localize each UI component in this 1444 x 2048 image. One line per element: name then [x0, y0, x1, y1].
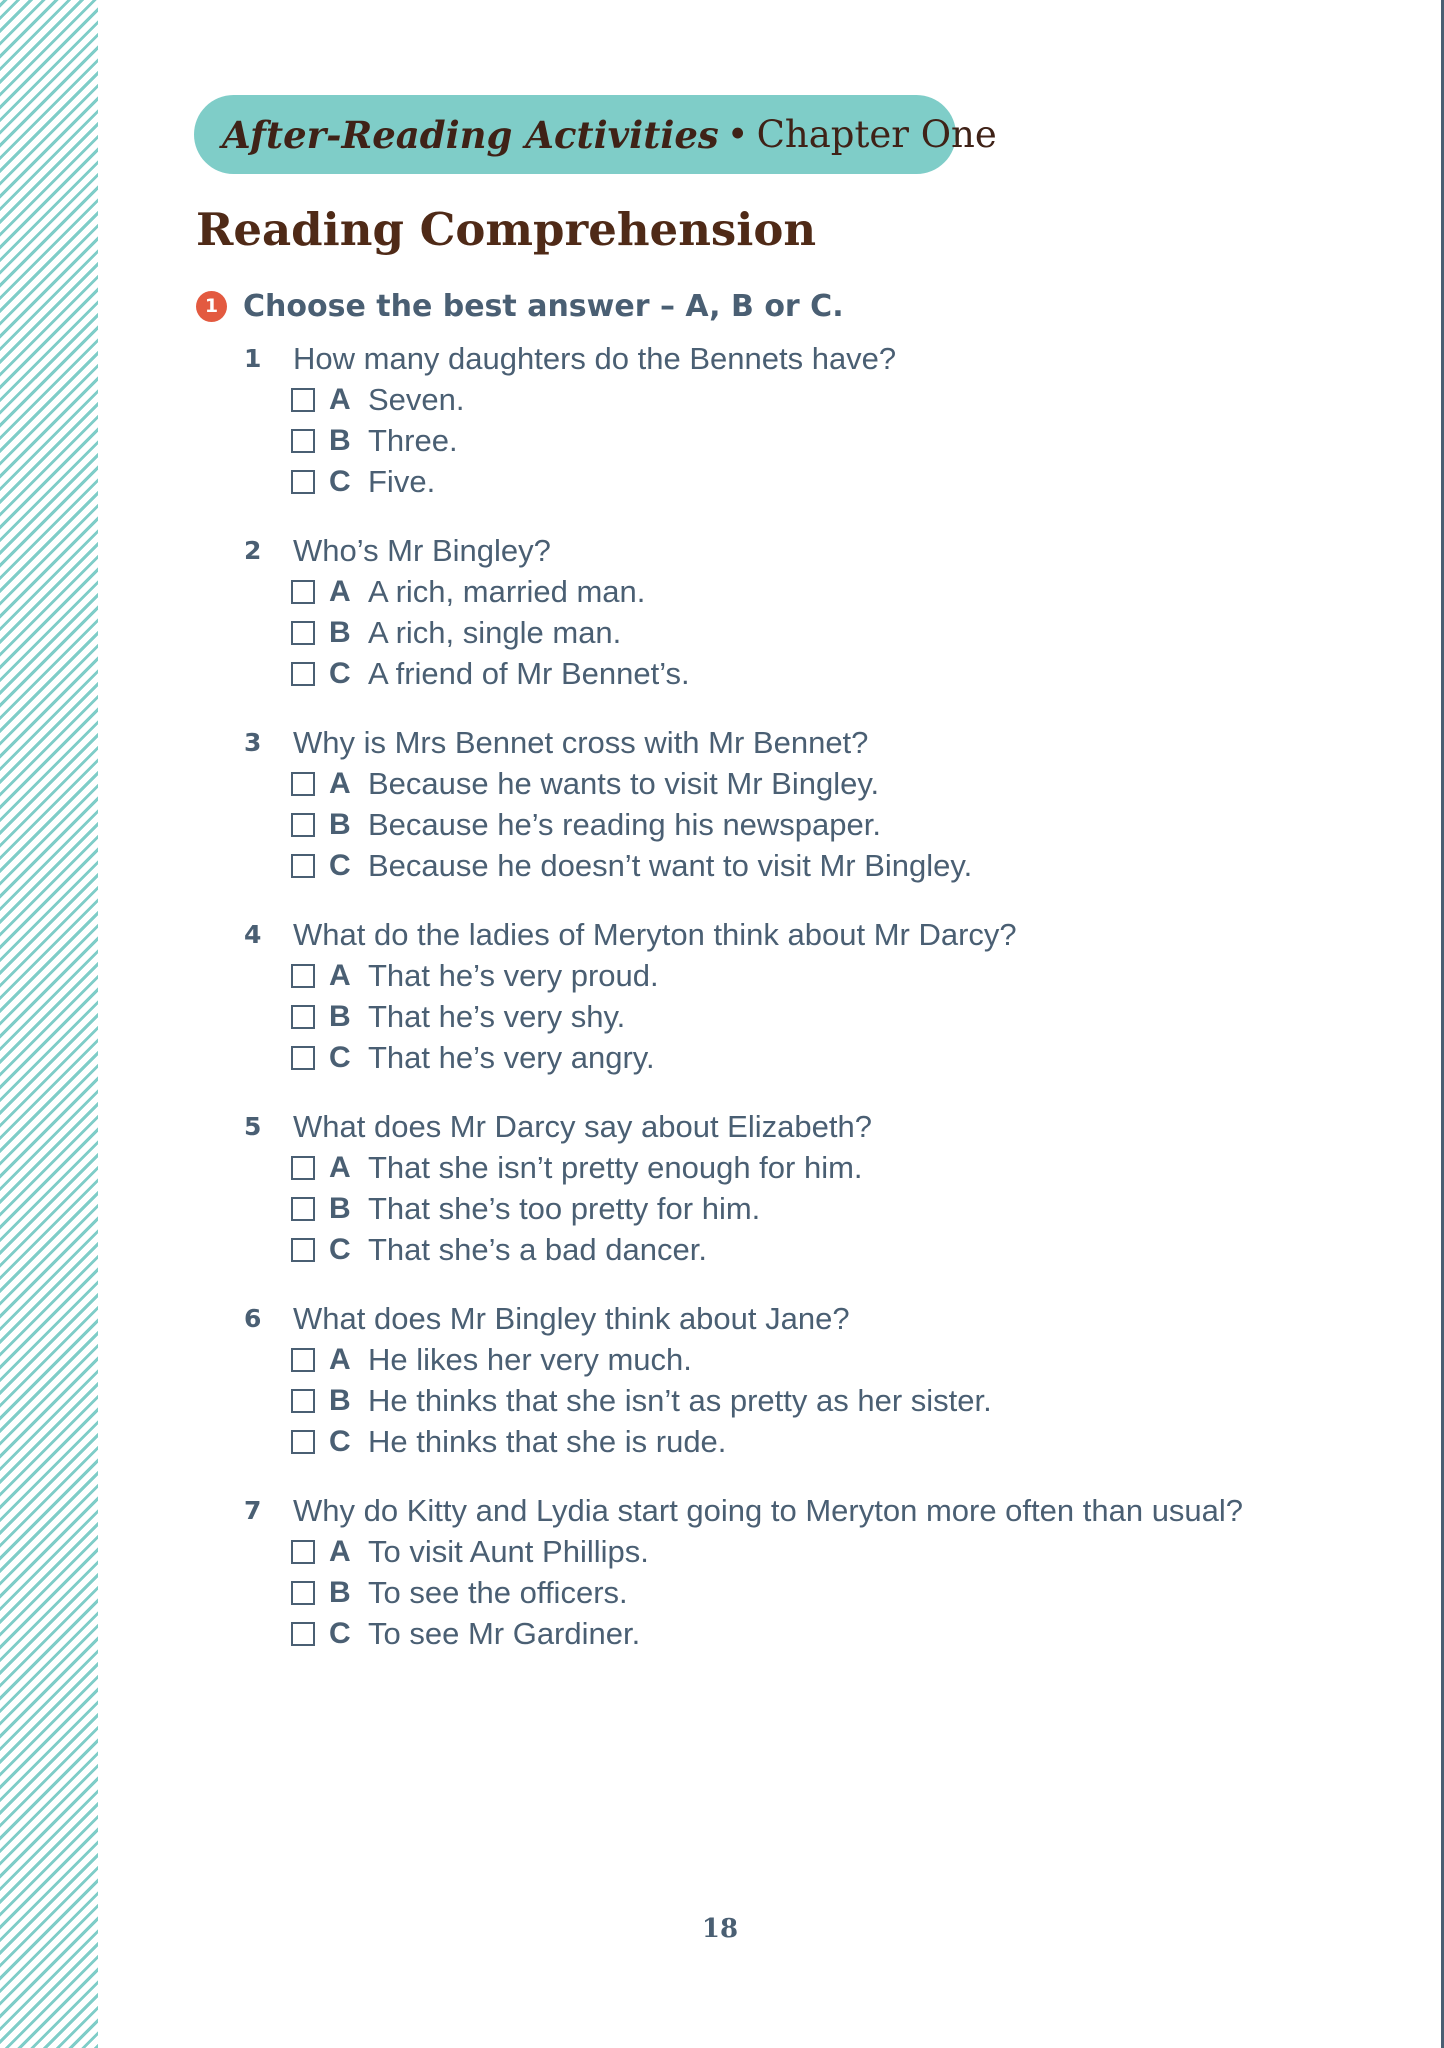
- answer-option[interactable]: [291, 997, 1291, 1037]
- checkbox[interactable]: [291, 1540, 315, 1564]
- option-letter: A: [329, 1535, 351, 1568]
- section-title: After-Reading Activities: [222, 112, 719, 157]
- question-text: How many daughters do the Bennets have?: [293, 341, 897, 376]
- answer-option[interactable]: [291, 1230, 1291, 1270]
- exercise-number-badge: 1: [196, 291, 227, 322]
- option-text: That she’s a bad dancer.: [368, 1232, 707, 1267]
- answer-option[interactable]: [291, 1532, 1291, 1572]
- checkbox[interactable]: [291, 964, 315, 988]
- option-text: He thinks that she isn’t as pretty as her sister.: [368, 1383, 992, 1418]
- exercise-instruction: [196, 286, 844, 326]
- answer-option[interactable]: [291, 572, 1291, 612]
- option-text: A rich, married man.: [368, 574, 646, 609]
- option-letter: C: [329, 1617, 351, 1650]
- option-text: That he’s very angry.: [368, 1040, 655, 1075]
- option-letter: A: [329, 1151, 351, 1184]
- option-text: To see Mr Gardiner.: [368, 1616, 641, 1651]
- option-letter: A: [329, 959, 351, 992]
- checkbox[interactable]: [291, 1238, 315, 1262]
- checkbox[interactable]: [291, 580, 315, 604]
- answer-option[interactable]: [291, 805, 1291, 845]
- page-title: Reading Comprehension: [196, 203, 817, 256]
- option-text: Because he wants to visit Mr Bingley.: [368, 766, 880, 801]
- answer-option[interactable]: [291, 380, 1291, 420]
- checkbox[interactable]: [291, 1622, 315, 1646]
- checkbox[interactable]: [291, 388, 315, 412]
- question-text: What does Mr Bingley think about Jane?: [293, 1301, 850, 1336]
- option-letter: C: [329, 657, 351, 690]
- option-text: That he’s very proud.: [368, 958, 659, 993]
- answer-option[interactable]: [291, 421, 1291, 461]
- option-letter: C: [329, 465, 351, 498]
- answer-option[interactable]: [291, 462, 1291, 502]
- answer-option[interactable]: [291, 1340, 1291, 1380]
- question-text: What does Mr Darcy say about Elizabeth?: [293, 1109, 872, 1144]
- question-number: 2: [244, 536, 262, 565]
- answer-option[interactable]: [291, 1148, 1291, 1188]
- option-text: To see the officers.: [368, 1575, 628, 1610]
- answer-option[interactable]: [291, 1614, 1291, 1654]
- option-letter: B: [329, 1576, 351, 1609]
- option-text: That he’s very shy.: [368, 999, 626, 1034]
- option-text: That she isn’t pretty enough for him.: [368, 1150, 863, 1185]
- banner-separator: •: [726, 113, 749, 156]
- option-letter: C: [329, 1425, 351, 1458]
- checkbox[interactable]: [291, 1348, 315, 1372]
- option-letter: A: [329, 383, 351, 416]
- option-letter: B: [329, 424, 351, 457]
- option-letter: A: [329, 575, 351, 608]
- option-text: Because he doesn’t want to visit Mr Bingley.: [368, 848, 973, 883]
- answer-option[interactable]: [291, 654, 1291, 694]
- option-letter: B: [329, 616, 351, 649]
- question-text: What do the ladies of Meryton think about Mr Darcy?: [293, 917, 1017, 952]
- answer-option[interactable]: [291, 1189, 1291, 1229]
- option-text: A rich, single man.: [368, 615, 622, 650]
- checkbox[interactable]: [291, 470, 315, 494]
- option-text: That she’s too pretty for him.: [368, 1191, 761, 1226]
- checkbox[interactable]: [291, 1430, 315, 1454]
- checkbox[interactable]: [291, 621, 315, 645]
- decorative-stripe-border: [0, 0, 98, 2048]
- checkbox[interactable]: [291, 1389, 315, 1413]
- option-text: Because he’s reading his newspaper.: [368, 807, 881, 842]
- answer-option[interactable]: [291, 1381, 1291, 1421]
- option-letter: B: [329, 1384, 351, 1417]
- option-letter: B: [329, 808, 351, 841]
- question-text: Who’s Mr Bingley?: [293, 533, 551, 568]
- chapter-banner: [194, 95, 997, 174]
- page-number: 18: [701, 1914, 739, 1944]
- option-letter: A: [329, 1343, 351, 1376]
- question-text: Why do Kitty and Lydia start going to Meryton more often than usual?: [293, 1493, 1244, 1528]
- option-text: Five.: [368, 464, 436, 499]
- checkbox[interactable]: [291, 813, 315, 837]
- checkbox[interactable]: [291, 1156, 315, 1180]
- checkbox[interactable]: [291, 429, 315, 453]
- checkbox[interactable]: [291, 854, 315, 878]
- instruction-text: Choose the best answer – A, B or C.: [243, 288, 844, 324]
- checkbox[interactable]: [291, 1046, 315, 1070]
- option-text: A friend of Mr Bennet’s.: [368, 656, 690, 691]
- option-text: He thinks that she is rude.: [368, 1424, 727, 1459]
- answer-option[interactable]: [291, 1038, 1291, 1078]
- option-letter: A: [329, 767, 351, 800]
- checkbox[interactable]: [291, 662, 315, 686]
- answer-option[interactable]: [291, 613, 1291, 653]
- option-letter: B: [329, 1192, 351, 1225]
- answer-option[interactable]: [291, 956, 1291, 996]
- checkbox[interactable]: [291, 1005, 315, 1029]
- checkbox[interactable]: [291, 1197, 315, 1221]
- question-number: 4: [244, 920, 262, 949]
- answer-option[interactable]: [291, 1422, 1291, 1462]
- question-number: 6: [244, 1304, 262, 1333]
- answer-option[interactable]: [291, 846, 1291, 886]
- checkbox[interactable]: [291, 1581, 315, 1605]
- option-text: To visit Aunt Phillips.: [368, 1534, 649, 1569]
- option-letter: B: [329, 1000, 351, 1033]
- answer-option[interactable]: [291, 1573, 1291, 1613]
- option-letter: C: [329, 849, 351, 882]
- question-number: 5: [244, 1112, 262, 1141]
- option-letter: C: [329, 1233, 351, 1266]
- question-number: 1: [244, 344, 262, 373]
- question-number: 7: [244, 1496, 262, 1525]
- option-text: Seven.: [368, 382, 465, 417]
- question-number: 3: [244, 728, 262, 757]
- question-text: Why is Mrs Bennet cross with Mr Bennet?: [293, 725, 869, 760]
- chapter-title: Chapter One: [756, 113, 997, 156]
- answer-option[interactable]: [291, 764, 1291, 804]
- checkbox[interactable]: [291, 772, 315, 796]
- option-letter: C: [329, 1041, 351, 1074]
- option-text: Three.: [368, 423, 458, 458]
- option-text: He likes her very much.: [368, 1342, 692, 1377]
